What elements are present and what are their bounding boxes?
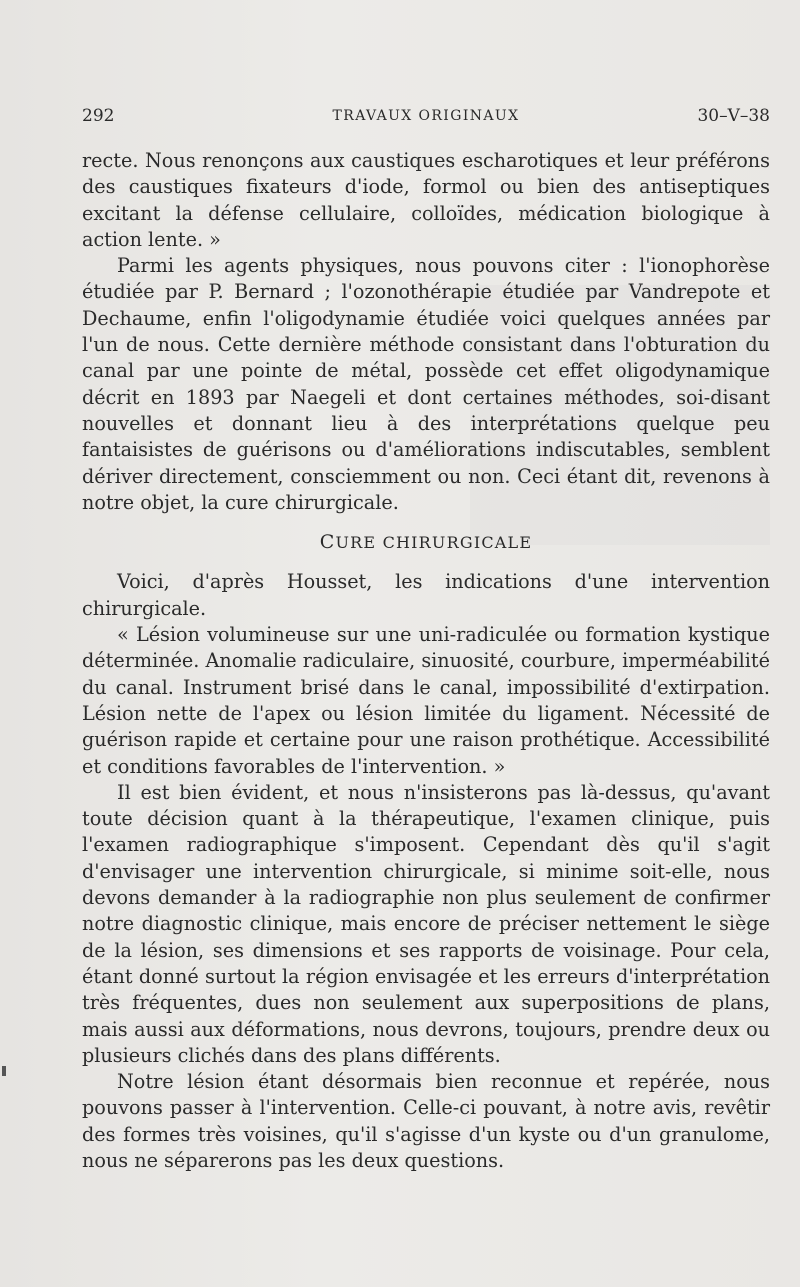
header-date: 30–V–38	[697, 106, 770, 126]
page-header	[82, 102, 770, 130]
section-heading	[82, 529, 770, 556]
paragraph-indications-quote: « Lésion volumineuse sur une uni-radiculée ou formation kystique déterminée. Anomalie radiculaire, sinuosité, courbure, imperméabilité du canal. Instrument brisé dans le canal, impossibilité d'extirpation. Lésion nette de l'apex ou lésion limitée du ligament. Nécessité de guérison rapide et certaine pour une raison prothétique. Accessibilité et conditions favorables de l'intervention. »	[82, 623, 770, 778]
margin-mark	[2, 1066, 6, 1076]
paragraph-continuation: recte. Nous renonçons aux caustiques escharotiques et leur préférons des caustiques fixateurs d'iode, formol ou bien des antiseptiques excitant la défense cellulaire, colloïdes, médication biologique à action lente. »	[82, 149, 770, 251]
body-text	[82, 148, 770, 1174]
page-number: 292	[82, 106, 115, 126]
running-title: TRAVAUX ORIGINAUX	[332, 108, 520, 124]
section-heading-initial: C	[319, 531, 336, 554]
section-heading-rest: URE CHIRURGICALE	[335, 533, 533, 553]
paragraph-radiography: Il est bien évident, et nous n'insisterons pas là-dessus, qu'avant toute décision quant à la thérapeutique, l'examen clinique, puis l'examen radiographique s'imposent. Cependant dès qu'il s'agit d'envisager une intervention chirurgicale, si minime soit-elle, nous devons demander à la radiographie non plus seulement de confirmer notre diagnostic clinique, mais encore de préciser nettement le siège de la lésion, ses dimensions et ses rapports de voisinage. Pour cela, étant donné surtout la région envisagée et les erreurs d'interprétation très fréquentes, dues non seulement aux superpositions de plans, mais aussi aux déformations, nous devrons, toujours, prendre deux ou plusieurs clichés dans des plans différents.	[82, 780, 770, 1067]
paragraph-physical-agents: Parmi les agents physiques, nous pouvons citer : l'ionophorèse étudiée par P. Bernard ; l'ozonothérapie étudiée par Vandrepote et Dechaume, enfin l'oligodynamie étudiée voici quelques années par l'un de nous. Cette dernière méthode consistant dans l'obturation du canal par une pointe de métal, possède cet effet oligodynamique décrit en 1893 par Naegeli et dont certaines méthodes, soi-disant nouvelles et donnant lieu à des interprétations quelque peu fantaisistes de guérisons ou d'améliorations indiscutables, semblent dériver directement, consciemment ou non. Ceci étant dit, revenons à notre objet, la cure chirurgicale.	[82, 254, 770, 514]
paragraph-indications-intro: Voici, d'après Housset, les indications d'une intervention chirurgicale.	[82, 570, 770, 620]
paragraph-intervention: Notre lésion étant désormais bien reconnue et repérée, nous pouvons passer à l'intervention. Celle-ci pouvant, à notre avis, revêtir des formes très voisines, qu'il s'agisse d'un kyste ou d'un granulome, nous ne séparerons pas les deux questions.	[82, 1070, 770, 1172]
